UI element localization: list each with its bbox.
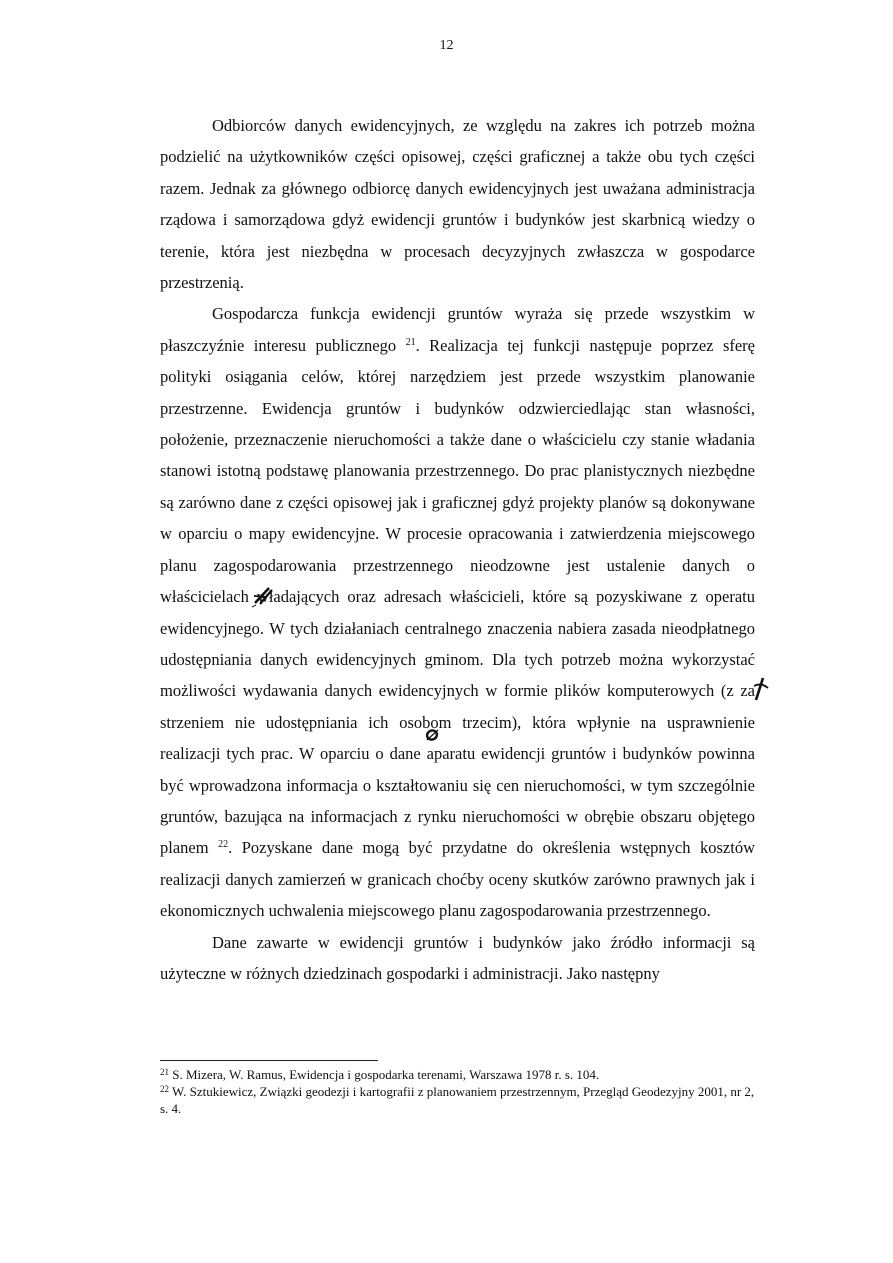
paragraph-2 — [160, 298, 755, 926]
footnote-22 — [160, 1083, 760, 1117]
footnote-number: 22 — [160, 1084, 169, 1094]
paragraph-2-part-5: aparatu ewidencji gruntów i budynków powinna być wprowadzona informacja o kształtowaniu się cen nieruchomości, w tym szczególnie gruntów, bazująca na informacjach z rynku nieruchomości w obrębie obszaru objętego planem — [160, 744, 755, 858]
paragraph-1: Odbiorców danych ewidencyjnych, ze względu na zakres ich potrzeb można podzielić na użytkowników części opisowej, części graficznej a także obu tych części razem. Jednak za głównego odbiorcę danych ewidencyjnych jest uważana administracja rządowa i samorządowa gdyż ewidencji gruntów i budynków jest skarbnicą wiedzy o terenie, która jest niezbędna w procesach decyzyjnych zwłaszcza w gospodarce przestrzenią. — [160, 116, 755, 293]
footnote-separator — [160, 1060, 378, 1061]
footnote-21 — [160, 1066, 760, 1083]
footnote-ref-21: 21 — [405, 336, 416, 348]
footnote-text: S. Mizera, W. Ramus, Ewidencja i gospodarka terenami, Warszawa 1978 r. s. 104. — [169, 1067, 600, 1082]
paragraph-2-part-4: strzeniem nie udostępniania ich osobom trzecim), która wpłynie na usprawnienie realizacji tych prac. W oparciu o dane — [160, 712, 755, 764]
footnote-text: W. Sztukiewicz, Związki geodezji i kartografii z planowaniem przestrzennym, Przegląd Geodezyjny 2001, nr 2, s. 4. — [160, 1084, 755, 1116]
footnotes — [160, 1066, 760, 1117]
page-number: 12 — [439, 38, 454, 53]
paragraph-2-part-3: władających oraz adresach właścicieli, które są pozyskiwane z operatu ewidencyjnego. W tych działaniach centralnego znaczenia nabiera zasada nieodpłatnego udostępniania danych ewidencyjnych gminom. Dla tych potrzeb można wykorzystać możliwości wydawania danych ewidencyjnych w formie plików komputerowych (z za — [160, 587, 755, 701]
paragraph-2-part-6: . Pozyskane dane mogą być przydatne do określenia wstępnych kosztów realizacji danych zamierzeń w granicach choćby oceny skutków zarówno prawnych jak i ekonomicznych uchwalenia miejscowego planu zagospodarowania przestrzennego. — [160, 838, 755, 921]
paragraph-2-part-2: . Realizacja tej funkcji następuje poprzez sferę polityki osiągania celów, której narzędziem jest przede wszystkim planowanie przestrzenne. Ewidencja gruntów i budynków odzwierciedlając stan własności, położenie, przeznaczenie nieruchomości a także dane o właścicielu czy stanie władania stanowi istotną podstawę planowania przestrzennego. Do prac planistycznych niezbędne są zarówno dane z części opisowej jak i graficznej gdyż projekty planów są dokonywane w oparciu o mapy ewidencyjne. W procesie opracowania i zatwierdzenia miejscowego planu zagospodarowania przestrzennego nieodzowne jest ustalenie danych o właścicielach — [160, 335, 755, 607]
footnote-number: 21 — [160, 1067, 169, 1077]
paragraph-3: Dane zawarte w ewidencji gruntów i budynków jako źródło informacji są użyteczne w różnych dziedzinach gospodarki i administracji. Jako następny — [160, 932, 755, 983]
paragraph-2-part-1: Gospodarcza funkcja ewidencji gruntów wyraża się przede wszystkim w płaszczyźnie interesu publicznego — [160, 304, 755, 355]
main-text — [160, 110, 755, 989]
footnote-ref-22: 22 — [218, 839, 229, 851]
